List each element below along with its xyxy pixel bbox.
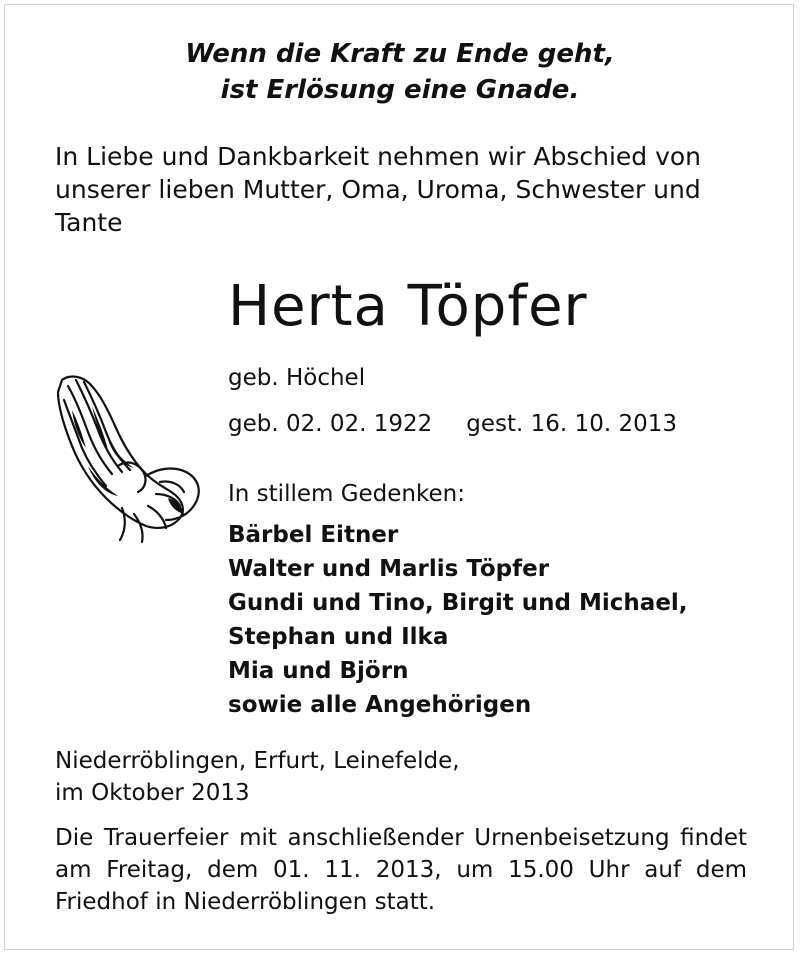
memory-heading: In stillem Gedenken: [228,481,465,507]
place-line-1: Niederröblingen, Erfurt, Leinefelde, [55,748,460,774]
praying-hands-icon [48,370,206,548]
motto-line-1: Wenn die Kraft zu Ende geht, [185,39,615,69]
intro-text: In Liebe und Dankbarkeit nehmen wir Abschied von unserer lieben Mutter, Oma, Uroma, Schwester und Tante [55,142,702,237]
place-and-date [55,745,460,809]
mourner-item: Gundi und Tino, Birgit und Michael, [228,590,688,616]
motto-line-2: ist Erlösung eine Gnade. [220,75,580,105]
mourner-item: Stephan und Ilka [228,624,449,650]
funeral-notice: Die Trauerfeier mit anschließender Urnenbeisetzung findet am Freitag, dem 01. 11. 2013, um 15.00 Uhr auf dem Friedhof in Niederröblingen statt. [55,825,747,915]
mourner-item: Bärbel Eitner [228,522,399,548]
death-date: gest. 16. 10. 2013 [466,411,677,437]
place-line-2: im Oktober 2013 [55,780,250,806]
mourner-item: Walter und Marlis Töpfer [228,556,550,582]
deceased-name: Herta Töpfer [228,274,588,339]
life-dates [228,408,677,440]
mourners-list [228,518,688,722]
motto [0,36,800,108]
birth-date: geb. 02. 02. 1922 [228,411,433,437]
mourner-item: Mia und Björn [228,658,409,684]
mourner-item: sowie alle Angehörigen [228,692,532,718]
maiden-name: geb. Höchel [228,365,366,391]
